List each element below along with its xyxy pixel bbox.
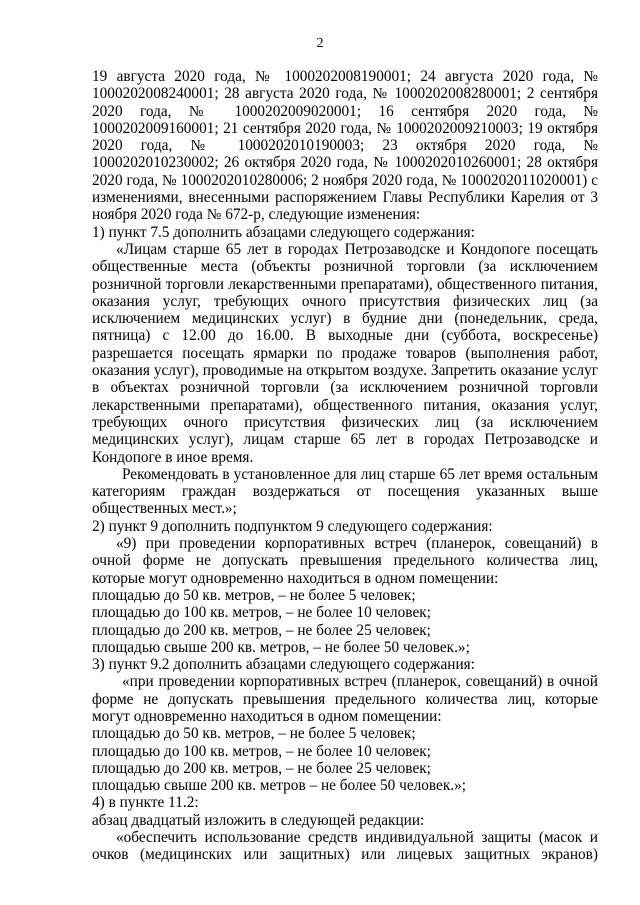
document-body <box>92 68 598 864</box>
list-item-area-over-200: площадью свыше 200 кв. метров – не более 50 человек.»; <box>92 777 466 795</box>
paragraph-recommendation: Рекомендовать в установленное для лиц старше 65 лет время остальным категориям граждан воздержаться от посещения указанных выше общественных мест.»; <box>92 465 598 518</box>
paragraph-item-4: 4) в пункте 11.2: <box>92 794 199 812</box>
page-number: 2 <box>316 36 324 51</box>
paragraph-amendment-intro: 19 августа 2020 года, № 1000202008190001; 24 августа 2020 года, № 1000202008240001; 28 августа 2020 года, № 1000202008280001; 2 сентября 2020 года, № 1000202009020001; 16 сентября 2020 года, № 1000202009160001; 21 сентября 2020 года, № 1000202009210003; 19 октября 2020 года, № 1000202010190003; 23 октября 2020 года, № 1000202010230002; 26 октября 2020 года, № 1000202010260001; 28 октября 2020 года, № 1000202010280006; 2 ноября 2020 года, № 1000202011020001) с изменениями, внесенными распоряжением Главы Республики Карелия от 3 ноября 2020 года № 672-р, следующие изменения: <box>92 68 598 224</box>
paragraph-quote-meetings-9: «9) при проведении корпоративных встреч (планерок, совещаний) в очной форме не допускать превышения предельного количества лиц, которые могут одновременно находиться в одном помещении: <box>92 535 598 587</box>
list-item-area-100: площадью до 100 кв. метров, – не более 10 человек; <box>92 742 431 760</box>
list-item-area-200: площадью до 200 кв. метров, – не более 25 человек; <box>92 759 431 777</box>
list-item-area-over-200: площадью свыше 200 кв. метров, – не более 50 человек.»; <box>92 638 470 656</box>
paragraph-quote-ppe: «обеспечить использование средств индивидуальной защиты (масок и очков (медицинских или защитных) или лицевых защитных экранов) <box>92 829 598 864</box>
list-item-area-100: площадью до 100 кв. метров, – не более 10 человек; <box>92 604 431 622</box>
paragraph-item-1: 1) пункт 7.5 дополнить абзацами следующего содержания: <box>92 223 475 241</box>
paragraph-subitem-20: абзац двадцатый изложить в следующей редакции: <box>92 811 425 829</box>
paragraph-quote-age-restriction: «Лицам старше 65 лет в городах Петрозаводске и Кондопоге посещать общественные места (объекты розничной торговли (за исключением розничной торговли лекарственными препаратами), общественного питания, оказания услуг, требующих очного присутствия физических лиц (за исключением медицинских услуг) в будние дни (понедельник, среда, пятница) с 12.00 до 16.00. В выходные дни (суббота, воскресенье) разрешается посещать ярмарки по продаже товаров (выполнения работ, оказания услуг), проводимые на открытом воздухе. Запретить оказание услуг в объектах розничной торговли (за исключением розничной торговли лекарственными препаратами), общественного питания, оказания услуг, требующих очного присутствия физических лиц (за исключением медицинских услуг), лицам старше 65 лет в городах Петрозаводске и Кондопоге в иное время. <box>92 240 598 466</box>
list-item-area-50: площадью до 50 кв. метров, – не более 5 человек; <box>92 725 416 743</box>
paragraph-item-2: 2) пункт 9 дополнить подпунктом 9 следующего содержания: <box>92 517 493 535</box>
list-item-area-200: площадью до 200 кв. метров, – не более 25 человек; <box>92 621 431 639</box>
paragraph-item-3: 3) пункт 9.2 дополнить абзацами следующего содержания: <box>92 656 475 674</box>
paragraph-quote-meetings-9-2: «при проведении корпоративных встреч (планерок, совещаний) в очной форме не допускать превышения предельного количества лиц, которые могут одновременно находиться в одном помещении: <box>92 673 598 725</box>
list-item-area-50: площадью до 50 кв. метров, – не более 5 человек; <box>92 586 416 604</box>
